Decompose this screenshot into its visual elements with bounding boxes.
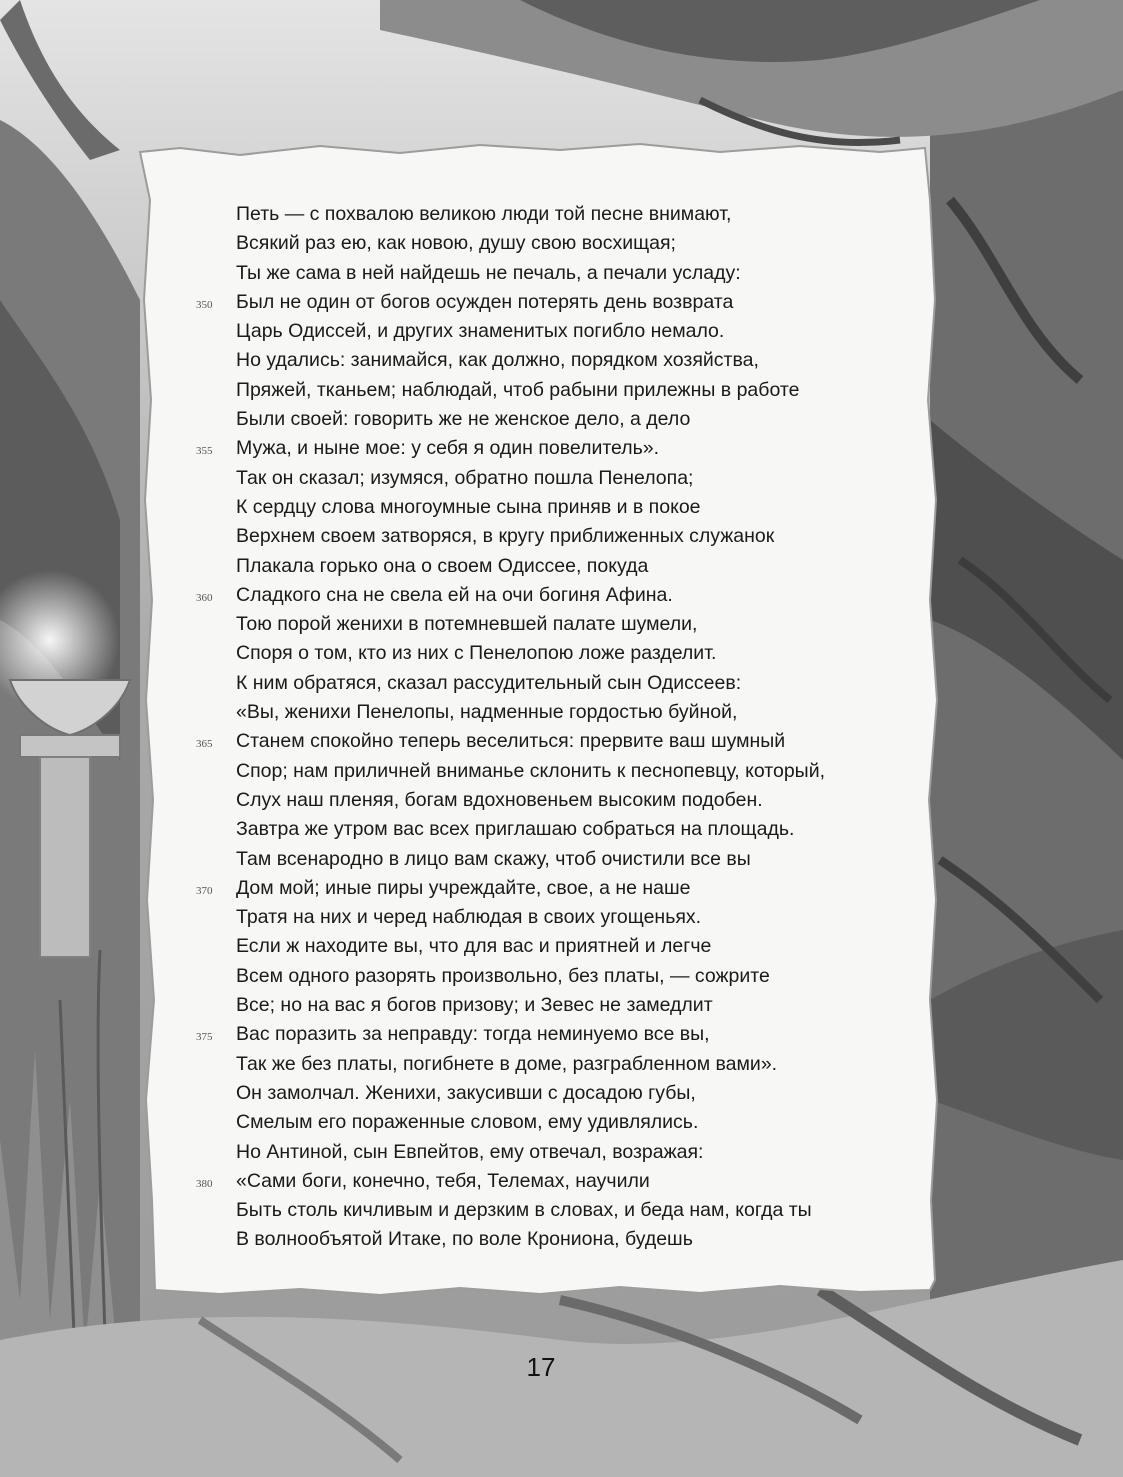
poem-line bbox=[196, 727, 936, 756]
line-text: Так же без платы, погибнете в доме, разграбленном вами». bbox=[236, 1052, 778, 1075]
line-text: Споря о том, кто из них с Пенелопою ложе разделит. bbox=[236, 642, 717, 665]
poem-line bbox=[236, 200, 936, 229]
poem-line bbox=[236, 522, 936, 551]
line-text: Он замолчал. Женихи, закусивши с досадою губы, bbox=[236, 1081, 696, 1104]
line-text: К сердцу слова многоумные сына приняв и в покое bbox=[236, 495, 701, 518]
poem-line bbox=[236, 1108, 936, 1137]
line-text: Дом мой; иные пиры учреждайте, свое, а не наше bbox=[236, 876, 691, 899]
poem-line bbox=[196, 1167, 936, 1196]
poem-line bbox=[196, 434, 936, 463]
poem-line bbox=[236, 346, 936, 375]
line-number: 370 bbox=[196, 884, 213, 897]
poem-line bbox=[196, 288, 936, 317]
poem-line bbox=[196, 1020, 936, 1049]
poem-line bbox=[236, 815, 936, 844]
line-text: Там всенародно в лицо вам скажу, чтоб очистили все вы bbox=[236, 847, 751, 870]
line-number: 380 bbox=[196, 1177, 213, 1190]
line-text: В волнообъятой Итаке, по воле Крониона, будешь bbox=[236, 1228, 693, 1251]
line-text: Тою порой женихи в потемневшей палате шумели, bbox=[236, 613, 698, 636]
line-text: Вас поразить за неправду: тогда неминуемо все вы, bbox=[236, 1023, 710, 1046]
poem-line bbox=[196, 581, 936, 610]
line-text: Так он сказал; изумяся, обратно пошла Пенелопа; bbox=[236, 466, 694, 489]
poem-line bbox=[236, 493, 936, 522]
poem-line bbox=[236, 464, 936, 493]
line-text: К ним обратяся, сказал рассудительный сын Одиссеев: bbox=[236, 671, 742, 694]
line-text: «Сами боги, конечно, тебя, Телемах, научили bbox=[236, 1169, 650, 1192]
poem-line bbox=[236, 932, 936, 961]
line-number: 355 bbox=[196, 445, 213, 458]
poem-line bbox=[236, 405, 936, 434]
line-text: Смелым его пораженные словом, ему удивлялись. bbox=[236, 1111, 699, 1134]
line-text: Но Антиной, сын Евпейтов, ему отвечал, возражая: bbox=[236, 1140, 704, 1163]
poem-line bbox=[236, 757, 936, 786]
line-text: Пряжей, тканьем; наблюдай, чтоб рабыни прилежны в работе bbox=[236, 378, 800, 401]
line-text: Спор; нам приличней вниманье склонить к песнопевцу, который, bbox=[236, 759, 826, 782]
poem-line bbox=[236, 786, 936, 815]
line-text: «Вы, женихи Пенелопы, надменные гордостью буйной, bbox=[236, 701, 738, 724]
poem-line bbox=[196, 874, 936, 903]
line-number: 365 bbox=[196, 738, 213, 751]
poem-line bbox=[236, 845, 936, 874]
line-text: Все; но на вас я богов призову; и Зевес не замедлит bbox=[236, 994, 713, 1017]
poem-line bbox=[236, 1138, 936, 1167]
line-text: Но удались: занимайся, как должно, порядком хозяйства, bbox=[236, 349, 759, 372]
line-text: Быть столь кичливым и дерзким в словах, и беда нам, когда ты bbox=[236, 1199, 812, 1222]
line-text: Был не один от богов осужден потерять день возврата bbox=[236, 290, 734, 313]
line-text: Всем одного разорять произвольно, без платы, — сожрите bbox=[236, 964, 770, 987]
poem-line bbox=[236, 669, 936, 698]
line-number: 350 bbox=[196, 298, 213, 311]
line-text: Слух наш пленяя, богам вдохновеньем высоким подобен. bbox=[236, 788, 763, 811]
page-number: 17 bbox=[526, 1352, 556, 1382]
line-text: Верхнем своем затворяся, в кругу приближенных служанок bbox=[236, 525, 775, 548]
line-text: Завтра же утром вас всех приглашаю собраться на площадь. bbox=[236, 818, 795, 841]
line-text: Мужа, и ныне мое: у себя я один повелитель». bbox=[236, 437, 660, 460]
poem-line bbox=[236, 962, 936, 991]
poem-line bbox=[236, 639, 936, 668]
line-text: Петь — с похвалою великою люди той песне внимают, bbox=[236, 203, 732, 225]
line-text: Всякий раз ею, как новою, душу свою восхищая; bbox=[236, 232, 676, 255]
poem-line bbox=[236, 903, 936, 932]
line-text: Ты же сама в ней найдешь не печаль, а печали усладу: bbox=[236, 261, 741, 284]
line-text: Царь Одиссей, и других знаменитых погибло немало. bbox=[236, 320, 725, 343]
poem-line bbox=[236, 698, 936, 727]
line-number: 360 bbox=[196, 591, 213, 604]
poem-line bbox=[236, 610, 936, 639]
poem-line bbox=[236, 259, 936, 288]
poem-line bbox=[236, 376, 936, 405]
poem-line bbox=[236, 317, 936, 346]
poem-line bbox=[236, 1225, 936, 1254]
poem-line bbox=[236, 229, 936, 258]
poem-line bbox=[236, 991, 936, 1020]
poem-line bbox=[236, 1050, 936, 1079]
line-number: 375 bbox=[196, 1031, 213, 1044]
poem-line bbox=[236, 1079, 936, 1108]
line-text: Были своей: говорить же не женское дело, а дело bbox=[236, 408, 691, 431]
line-text: Станем спокойно теперь веселиться: прервите ваш шумный bbox=[236, 730, 786, 753]
poem-line bbox=[236, 552, 936, 581]
line-text: Сладкого сна не свела ей на очи богиня Афина. bbox=[236, 583, 673, 606]
poem-text bbox=[196, 200, 936, 1255]
line-text: Если ж находите вы, что для вас и приятней и легче bbox=[236, 935, 712, 958]
line-text: Тратя на них и черед наблюдая в своих угощеньях. bbox=[236, 906, 702, 929]
line-text: Плакала горько она о своем Одиссее, покуда bbox=[236, 554, 649, 577]
poem-line bbox=[236, 1196, 936, 1225]
